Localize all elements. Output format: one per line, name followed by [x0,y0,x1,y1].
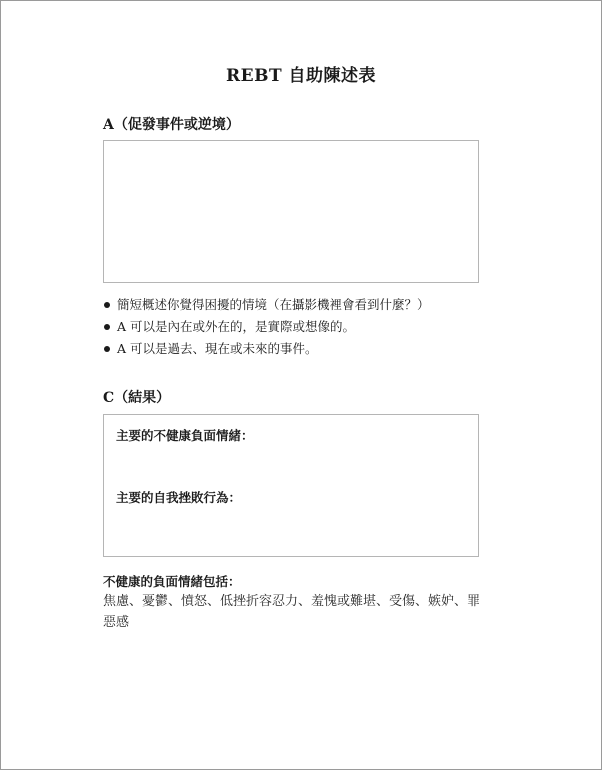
section-a-instructions [103,296,430,362]
document-title: REBT 自助陳述表 [225,66,377,86]
bullet-text: A 可以是內在或外在的，是實際或想像的。 [117,319,356,334]
negative-emotions-heading: 不健康的負面情緒包括： [103,574,241,589]
bullet-icon [104,324,110,330]
section-a-heading: A（促發事件或逆境） [103,117,240,133]
section-c-heading: C（結果） [103,390,171,406]
list-item [103,296,430,318]
consequences-box[interactable] [103,414,479,557]
negative-emotions-list: 焦慮、憂鬱、憤怒、低挫折容忍力、羞愧或難堪、受傷、嫉妒、罪惡感 [103,594,481,630]
emotion-label: 主要的不健康負面情緒： [116,428,254,443]
bullet-text: A 可以是過去、現在或未來的事件。 [117,341,318,356]
activating-event-box[interactable] [103,140,479,283]
behavior-label: 主要的自我挫敗行為： [116,490,242,505]
list-item [103,318,430,340]
bullet-icon [104,346,110,352]
list-item [103,340,430,362]
bullet-text: 簡短概述你覺得困擾的情境（在攝影機裡會看到什麼？） [117,297,430,312]
bullet-icon [104,302,110,308]
